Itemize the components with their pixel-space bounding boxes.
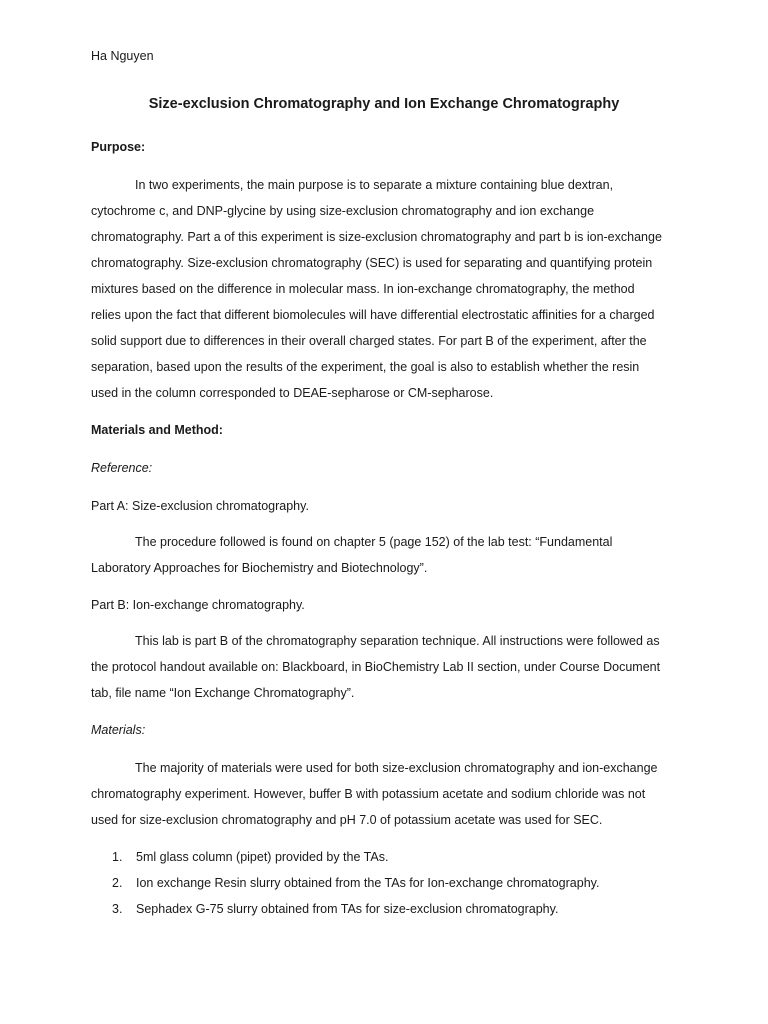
materials-line: chromatography experiment. However, buffer B with potassium acetate and sodium chloride was not xyxy=(91,787,646,801)
list-item xyxy=(112,844,599,870)
purpose-heading: Purpose: xyxy=(91,140,146,154)
purpose-line: chromatography. Size-exclusion chromatography (SEC) is used for separating and quantifying protein xyxy=(91,256,653,270)
list-number: 2. xyxy=(112,876,123,890)
list-number: 3. xyxy=(112,902,123,916)
list-text: Sephadex G-75 slurry obtained from TAs for size-exclusion chromatography. xyxy=(136,902,559,916)
part-b-paragraph xyxy=(91,628,691,706)
list-number: 1. xyxy=(112,850,123,864)
document-title: Size-exclusion Chromatography and Ion Exchange Chromatography xyxy=(148,96,620,112)
purpose-line: chromatography. Part a of this experiment is size-exclusion chromatography and part b is ion-exchange xyxy=(91,230,662,244)
purpose-line: relies upon the fact that different biomolecules will have differential electrostatic affinities for a charged xyxy=(91,308,655,322)
list-text: Ion exchange Resin slurry obtained from the TAs for Ion-exchange chromatography. xyxy=(136,876,600,890)
purpose-line: used in the column corresponded to DEAE-sepharose or CM-sepharose. xyxy=(91,386,494,400)
part-a-paragraph xyxy=(91,529,691,581)
part-b-line: tab, file name “Ion Exchange Chromatography”. xyxy=(91,686,355,700)
purpose-paragraph xyxy=(91,172,691,406)
list-text: 5ml glass column (pipet) provided by the TAs. xyxy=(136,850,389,864)
part-a-line: The procedure followed is found on chapter 5 (page 152) of the lab test: “Fundamental xyxy=(135,535,613,549)
purpose-line: cytochrome c, and DNP-glycine by using size-exclusion chromatography and ion exchange xyxy=(91,204,595,218)
purpose-line: In two experiments, the main purpose is to separate a mixture containing blue dextran, xyxy=(135,178,614,192)
purpose-line: solid support due to differences in their overall charged states. For part B of the experiment, after the xyxy=(91,334,647,348)
materials-method-heading: Materials and Method: xyxy=(91,423,223,437)
materials-list xyxy=(112,844,599,922)
part-b-line: This lab is part B of the chromatography separation technique. All instructions were followed as xyxy=(135,634,660,648)
materials-paragraph xyxy=(91,755,691,833)
purpose-line: mixtures based on the difference in molecular mass. In ion-exchange chromatography, the method xyxy=(91,282,635,296)
materials-line: used for size-exclusion chromatography and pH 7.0 of potassium acetate was used for SEC. xyxy=(91,813,603,827)
list-item xyxy=(112,870,599,896)
list-item xyxy=(112,896,599,922)
part-a-line: Laboratory Approaches for Biochemistry and Biotechnology”. xyxy=(91,561,428,575)
purpose-line: separation, based upon the results of the experiment, the goal is also to establish whether the resin xyxy=(91,360,640,374)
part-b-heading: Part B: Ion-exchange chromatography. xyxy=(91,598,305,612)
part-a-heading: Part A: Size-exclusion chromatography. xyxy=(91,499,309,513)
author-name: Ha Nguyen xyxy=(91,49,154,63)
materials-line: The majority of materials were used for both size-exclusion chromatography and ion-exchange xyxy=(135,761,658,775)
reference-label: Reference: xyxy=(91,461,153,475)
materials-label: Materials: xyxy=(91,723,146,737)
part-b-line: the protocol handout available on: Blackboard, in BioChemistry Lab II section, under Course Document xyxy=(91,660,661,674)
